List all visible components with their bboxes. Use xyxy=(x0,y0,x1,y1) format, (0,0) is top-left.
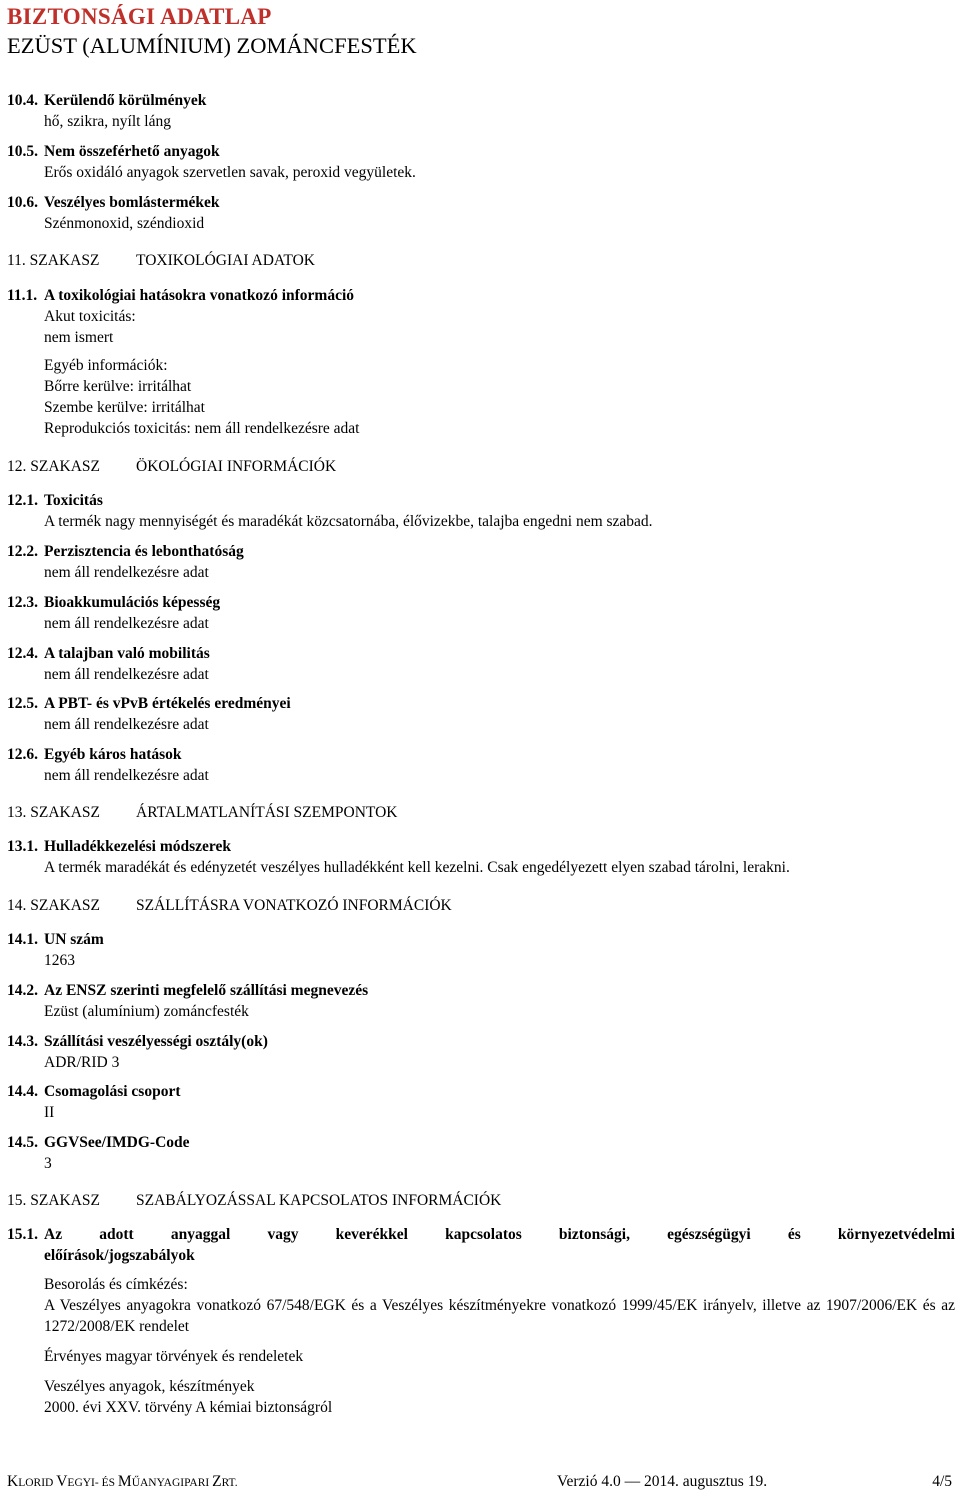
section-number: 14. SZAKASZ xyxy=(7,897,101,914)
page-number: 4/5 xyxy=(932,1473,952,1490)
section-15-heading xyxy=(7,1190,955,1212)
item-title: A talajban való mobilitás xyxy=(44,645,210,662)
section-number: 11. SZAKASZ xyxy=(7,252,100,269)
item-text: A termék nagy mennyiségét és maradékát közcsatornába, élővizekbe, talajba engedni nem szabad. xyxy=(44,513,653,530)
section-title: ÖKOLÓGIAI INFORMÁCIÓK xyxy=(136,458,337,475)
section-title: TOXIKOLÓGIAI ADATOK xyxy=(136,252,315,269)
item-title: GGVSee/IMDG-Code xyxy=(44,1134,190,1151)
item-text: nem áll rendelkezésre adat xyxy=(44,767,209,784)
item-text: II xyxy=(44,1104,55,1121)
item-number: 12.6. xyxy=(7,746,38,763)
item-title: Kerülendő körülmények xyxy=(44,92,207,109)
item-14-4 xyxy=(7,1081,955,1123)
hungarian-laws-text: Érvényes magyar törvények és rendeletek xyxy=(44,1348,304,1365)
item-text: 1263 xyxy=(44,952,75,969)
product-name: EZÜST (ALUMÍNIUM) ZOMÁNCFESTÉK xyxy=(7,33,417,58)
document-title: BIZTONSÁGI ADATLAP xyxy=(7,4,272,29)
skin-contact-text: Bőrre kerülve: irritálhat xyxy=(44,378,192,395)
item-number: 12.3. xyxy=(7,594,38,611)
item-number: 14.2. xyxy=(7,982,38,999)
hazardous-substances-label: Veszélyes anyagok, készítmények xyxy=(44,1378,255,1395)
item-title: A toxikológiai hatásokra vonatkozó információ xyxy=(44,287,355,304)
item-14-2 xyxy=(7,980,955,1022)
classification-label: Besorolás és címkézés: xyxy=(44,1276,188,1293)
classification-text: A Veszélyes anyagokra vonatkozó 67/548/EGK és a Veszélyes készítményekre vonatkozó 1999/45/EK irányelv, illetve az 1907/2006/EK és az 1272/2008/EK rendelet xyxy=(44,1297,955,1335)
item-12-4 xyxy=(7,643,955,685)
item-text: Szénmonoxid, széndioxid xyxy=(44,215,205,232)
item-text: nem áll rendelkezésre adat xyxy=(44,615,209,632)
section-title: SZABÁLYOZÁSSAL KAPCSOLATOS INFORMÁCIÓK xyxy=(136,1192,502,1209)
item-14-5 xyxy=(7,1132,955,1174)
item-12-3 xyxy=(7,592,955,634)
item-text: nem áll rendelkezésre adat xyxy=(44,666,209,683)
section-14-heading xyxy=(7,895,955,917)
section-title: ÁRTALMATLANÍTÁSI SZEMPONTOK xyxy=(136,804,398,821)
item-text: A termék maradékát és edényzetét veszélyes hulladékként kell kezelni. Csak engedélyezett elyen szabad tárolni, lerakni. xyxy=(44,859,790,876)
item-title-line2: előírások/jogszabályok xyxy=(44,1247,195,1264)
item-10-5 xyxy=(7,141,955,183)
item-number: 12.5. xyxy=(7,695,38,712)
item-10-4 xyxy=(7,90,955,132)
item-12-2 xyxy=(7,541,955,583)
item-12-5 xyxy=(7,693,955,735)
item-title: Nem összeférhető anyagok xyxy=(44,143,220,160)
item-number: 13.1. xyxy=(7,838,38,855)
item-14-3 xyxy=(7,1031,955,1073)
item-title: A PBT- és vPvB értékelés eredményei xyxy=(44,695,291,712)
section-number: 13. SZAKASZ xyxy=(7,804,101,821)
item-number: 10.4. xyxy=(7,92,38,109)
reproductive-toxicity-text: Reprodukciós toxicitás: nem áll rendelkezésre adat xyxy=(44,420,360,437)
item-title: Bioakkumulációs képesség xyxy=(44,594,221,611)
item-title: Toxicitás xyxy=(44,492,103,509)
item-13-1 xyxy=(7,836,955,878)
item-title: Hulladékkezelési módszerek xyxy=(44,838,231,855)
item-12-6 xyxy=(7,744,955,786)
item-number: 11.1. xyxy=(7,287,38,304)
item-number: 10.5. xyxy=(7,143,38,160)
item-text: ADR/RID 3 xyxy=(44,1054,120,1071)
section-title: SZÁLLÍTÁSRA VONATKOZÓ INFORMÁCIÓK xyxy=(136,897,452,914)
item-title: UN szám xyxy=(44,931,104,948)
item-number: 12.4. xyxy=(7,645,38,662)
item-text: Erős oxidáló anyagok szervetlen savak, peroxid vegyületek. xyxy=(44,164,416,181)
company-name: KLORID VEGYI- ÉS MŰANYAGIPARI ZRT. xyxy=(7,1473,238,1490)
other-info-label: Egyéb információk: xyxy=(44,357,168,374)
item-number: 12.1. xyxy=(7,492,38,509)
item-14-1 xyxy=(7,929,955,971)
item-number: 14.3. xyxy=(7,1033,38,1050)
item-12-1 xyxy=(7,490,955,532)
acute-toxicity-label: Akut toxicitás: xyxy=(44,308,136,325)
item-11-1 xyxy=(7,285,955,439)
acute-toxicity-value: nem ismert xyxy=(44,329,114,346)
section-number: 15. SZAKASZ xyxy=(7,1192,101,1209)
item-text: nem áll rendelkezésre adat xyxy=(44,716,209,733)
item-text: hő, szikra, nyílt láng xyxy=(44,113,171,130)
item-text: 3 xyxy=(44,1155,52,1172)
section-12-heading xyxy=(7,456,955,478)
item-number: 15.1. xyxy=(7,1226,38,1243)
item-number: 12.2. xyxy=(7,543,38,560)
section-13-heading xyxy=(7,802,955,824)
item-15-1 xyxy=(7,1224,955,1418)
section-11-heading xyxy=(7,250,955,272)
item-number: 10.6. xyxy=(7,194,38,211)
item-title: Az ENSZ szerinti megfelelő szállítási megnevezés xyxy=(44,982,369,999)
item-number: 14.4. xyxy=(7,1083,38,1100)
item-title: Egyéb káros hatások xyxy=(44,746,182,763)
item-text: Ezüst (alumínium) zománcfesték xyxy=(44,1003,249,1020)
item-title: Veszélyes bomlástermékek xyxy=(44,194,220,211)
item-number: 14.1. xyxy=(7,931,38,948)
item-title-line1: Az adott anyaggal vagy keverékkel kapcsolatos biztonsági, egészségügyi és környezetvédelmi xyxy=(44,1226,955,1243)
item-title: Csomagolási csoport xyxy=(44,1083,181,1100)
item-number: 14.5. xyxy=(7,1134,38,1151)
item-title: Perzisztencia és lebonthatóság xyxy=(44,543,244,560)
item-title: Szállítási veszélyességi osztály(ok) xyxy=(44,1033,268,1050)
version-info: Verzió 4.0 — 2014. augusztus 19. xyxy=(557,1473,768,1490)
eye-contact-text: Szembe kerülve: irritálhat xyxy=(44,399,205,416)
chemical-safety-law-text: 2000. évi XXV. törvény A kémiai biztonságról xyxy=(44,1399,333,1416)
section-number: 12. SZAKASZ xyxy=(7,458,101,475)
item-text: nem áll rendelkezésre adat xyxy=(44,564,209,581)
item-10-6 xyxy=(7,192,955,234)
